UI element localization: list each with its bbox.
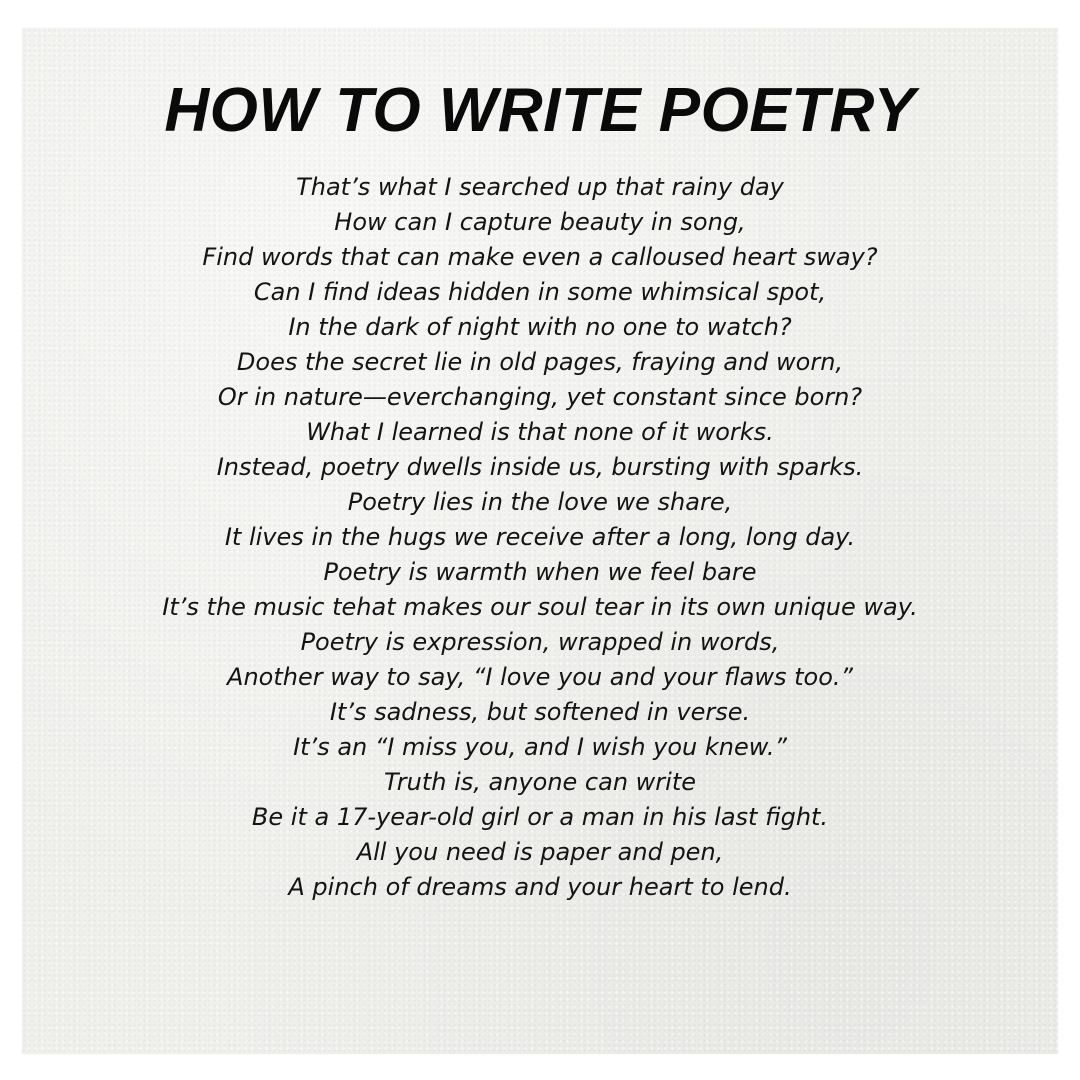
poem-line: Another way to say, “I love you and your flaws too.” <box>227 663 853 691</box>
poem-line: Poetry is expression, wrapped in words, <box>300 628 780 656</box>
poem-line: That’s what I searched up that rainy day <box>296 173 784 201</box>
poem-line: It’s an “I miss you, and I wish you knew.” <box>293 733 787 761</box>
poem-line: Poetry lies in the love we share, <box>347 488 733 516</box>
poem-line: A pinch of dreams and your heart to lend. <box>288 873 792 901</box>
poem-line: It lives in the hugs we receive after a long, long day. <box>224 523 856 551</box>
poem-line: Instead, poetry dwells inside us, bursting with sparks. <box>216 453 864 481</box>
poem-line: It’s sadness, but softened in verse. <box>329 698 751 726</box>
poem-line: Or in nature—everchanging, yet constant since born? <box>217 383 863 411</box>
poem-line: Find words that can make even a calloused heart sway? <box>202 243 878 271</box>
poem-line: In the dark of night with no one to watch? <box>288 313 792 341</box>
poem-line: It’s the music tehat makes our soul tear in its own unique way. <box>162 593 918 621</box>
poem-line: Does the secret lie in old pages, fraying and worn, <box>236 348 844 376</box>
poem-line: Truth is, anyone can write <box>383 768 697 796</box>
poem-title: HOW TO WRITE POETRY <box>164 76 916 145</box>
poem-line: All you need is paper and pen, <box>356 838 724 866</box>
poem-line: Poetry is warmth when we feel bare <box>323 558 757 586</box>
poem-line: How can I capture beauty in song, <box>334 208 746 236</box>
poem-line: Can I find ideas hidden in some whimsical spot, <box>253 278 827 306</box>
poem-body <box>0 170 1080 905</box>
poem-line: What I learned is that none of it works. <box>306 418 774 446</box>
poem-line: Be it a 17-year-old girl or a man in his last fight. <box>251 803 829 831</box>
